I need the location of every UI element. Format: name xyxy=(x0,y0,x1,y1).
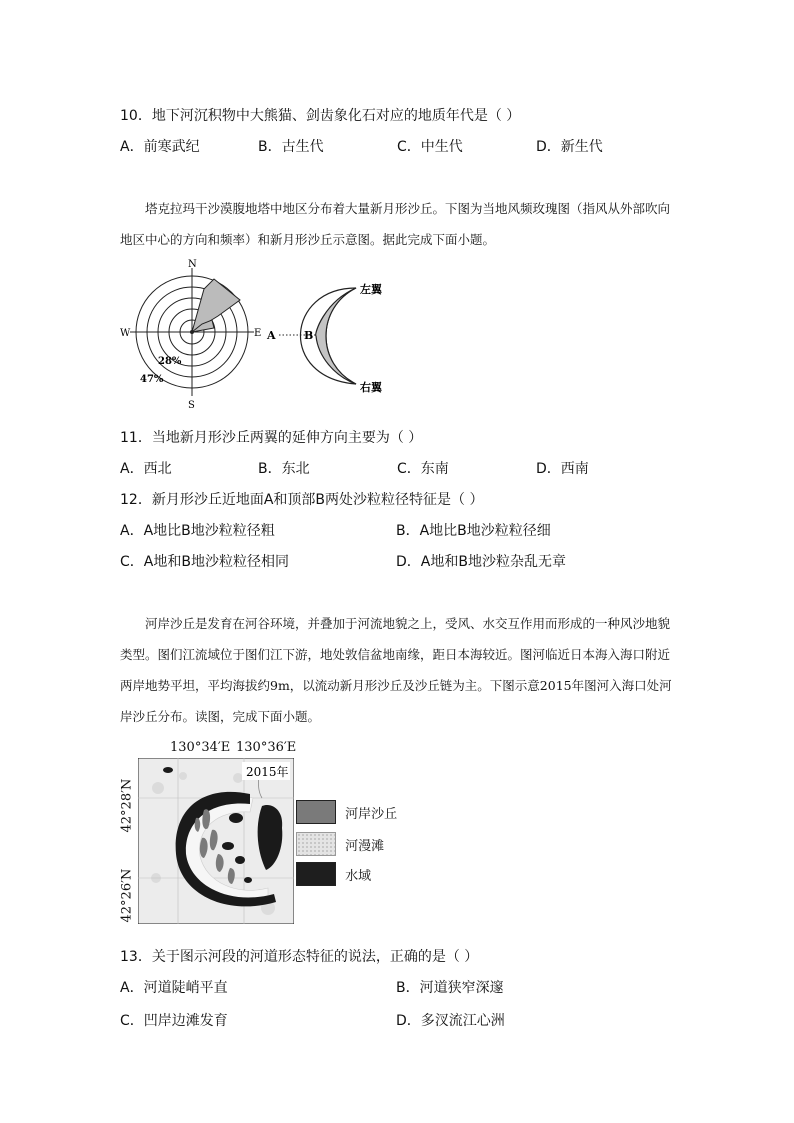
q13-option-b: B．河道狭窄深邃 xyxy=(396,980,504,996)
legend-label-water: 水域 xyxy=(345,868,372,884)
passage-2: 河岸沙丘是发育在河谷环境，并叠加于河流地貌之上，受风、水交互作用而形成的一种风沙地貌类型。图们江流域位于图们江下游，地处敦信盆地南缘，距日本海较近。图河临近日本海入海口附近两岸地势平坦，平均海拔约9m，以流动新月形沙丘及沙丘链为主。下图示意2015年图河入海口处河岸沙丘分布。读图，完成下面小题。 xyxy=(120,616,672,724)
pond xyxy=(229,813,243,823)
q10-option-c: C．中生代 xyxy=(397,139,463,155)
q11-option-d: D．西南 xyxy=(536,461,589,477)
river-dune-map xyxy=(138,758,294,924)
legend-swatch-water xyxy=(296,862,336,886)
rose-label-n: N xyxy=(188,259,197,270)
dune-label-b: B xyxy=(304,329,314,342)
q13-option-a: A．河道陡峭平直 xyxy=(120,980,228,996)
map-year: 2015年 xyxy=(246,765,289,779)
passage-1: 塔克拉玛干沙漠腹地塔中地区分布着大量新月形沙丘。下图为当地风频玫瑰图（指风从外部吹向地区中心的方向和频率）和新月形沙丘示意图。据此完成下面小题。 xyxy=(120,201,671,247)
q11-option-c: C．东南 xyxy=(397,461,449,477)
pond xyxy=(222,842,234,850)
crescent-dune-figure xyxy=(264,278,394,398)
q12-stem: 12．新月形沙丘近地面A和顶部B两处沙粒粒径特征是（ ） xyxy=(120,492,484,508)
q12-option-c: C．A地和B地沙粒粒径相同 xyxy=(120,554,289,570)
q12-option-b: B．A地比B地沙粒粒径细 xyxy=(396,523,551,539)
pond xyxy=(244,877,252,883)
rose-label-s: S xyxy=(188,400,195,411)
rose-label-w: W xyxy=(120,328,131,339)
legend-label-floodplain: 河漫滩 xyxy=(345,838,385,854)
map-longitude-1: 130°34′E xyxy=(170,740,231,755)
legend-item-floodplain xyxy=(296,832,384,856)
q11-option-a: A．西北 xyxy=(120,461,172,477)
q13-option-d: D．多汊流江心洲 xyxy=(396,1013,505,1029)
legend-item-water xyxy=(296,862,371,886)
q11-stem: 11．当地新月形沙丘两翼的延伸方向主要为（ ） xyxy=(120,430,423,446)
map-longitude-2: 130°36′E xyxy=(236,740,297,755)
q10-option-b: B．古生代 xyxy=(258,139,324,155)
rose-label-47: 47% xyxy=(140,374,164,385)
q10-option-d: D．新生代 xyxy=(536,139,603,155)
q12-option-a: A．A地比B地沙粒粒径粗 xyxy=(120,523,275,539)
q10-stem: 10．地下河沉积物中大熊猫、剑齿象化石对应的地质年代是（ ） xyxy=(120,108,521,124)
dune-label-left-wing: 左翼 xyxy=(360,283,382,296)
q13-stem: 13．关于图示河段的河道形态特征的说法，正确的是（ ） xyxy=(120,949,479,965)
wind-rose-figure xyxy=(116,256,268,412)
dune-label-a: A xyxy=(267,329,276,342)
map-latitude-1: 42°28′N xyxy=(119,778,135,833)
dune-label-right-wing: 右翼 xyxy=(360,381,382,394)
pond xyxy=(235,856,245,864)
q11-option-b: B．东北 xyxy=(258,461,310,477)
map-latitude-2: 42°26′N xyxy=(119,868,135,923)
q12-option-d: D．A地和B地沙粒杂乱无章 xyxy=(396,554,566,570)
q10-option-a: A．前寒武纪 xyxy=(120,139,200,155)
legend-item-dune xyxy=(296,800,397,824)
q13-option-c: C．凹岸边滩发育 xyxy=(120,1013,228,1029)
legend-swatch-floodplain xyxy=(296,832,336,856)
legend-swatch-dune xyxy=(296,800,336,824)
legend-label-dune: 河岸沙丘 xyxy=(345,806,398,822)
rose-label-28: 28% xyxy=(158,356,182,367)
rose-label-e: E xyxy=(254,328,262,339)
wind-sector-large xyxy=(192,279,240,332)
pond xyxy=(163,767,173,773)
